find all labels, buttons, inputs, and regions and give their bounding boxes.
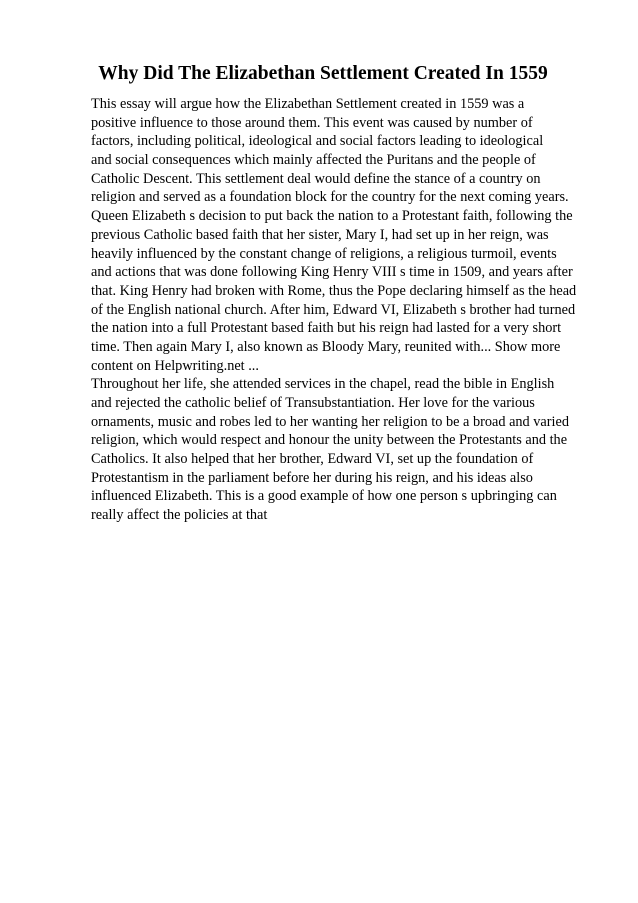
text-line: ornaments, music and robes led to her wanting her religion to be a broad and varied <box>91 413 570 430</box>
text-line: time. Then again Mary I, also known as Bloody Mary, reunited with... Show more <box>91 338 561 355</box>
text-line: previous Catholic based faith that her sister, Mary I, had set up in her reign, was <box>91 226 549 243</box>
text-line: Catholics. It also helped that her brother, Edward VI, set up the foundation of <box>91 451 534 468</box>
text-line: of the English national church. After him, Edward VI, Elizabeth s brother had turned <box>91 301 576 318</box>
text-line: influenced Elizabeth. This is a good example of how one person s upbringing can <box>91 488 557 505</box>
text-line: that. King Henry had broken with Rome, thus the Pope declaring himself as the head <box>91 282 577 299</box>
text-line: and actions that was done following King Henry VIII s time in 1509, and years after <box>91 264 573 281</box>
text-line: factors, including political, ideological and social factors leading to ideological <box>91 133 544 150</box>
text-line: religion and served as a foundation block for the country for the next coming years. <box>91 189 569 206</box>
page-title: Why Did The Elizabethan Settlement Created In 1559 <box>98 63 548 84</box>
text-line: really affect the policies at that <box>91 507 268 524</box>
essay-body <box>91 95 611 525</box>
text-line: the nation into a full Protestant based faith but his reign had lasted for a very short <box>91 320 562 337</box>
text-line: positive influence to those around them. This event was caused by number of <box>91 114 533 131</box>
text-line: content on Helpwriting.net ... <box>91 357 259 374</box>
text-line: and rejected the catholic belief of Transubstantiation. Her love for the various <box>91 395 535 411</box>
text-line: heavily influenced by the constant change of religions, a religious turmoil, events <box>91 245 557 262</box>
text-line: Catholic Descent. This settlement deal would define the stance of a country on <box>91 170 541 187</box>
text-line: Protestantism in the parliament before her during his reign, and his ideas also <box>91 469 533 486</box>
text-line: and social consequences which mainly affected the Puritans and the people of <box>91 152 536 169</box>
text-line: Queen Elizabeth s decision to put back the nation to a Protestant faith, following the <box>91 208 573 225</box>
text-line: religion, which would respect and honour the unity between the Protestants and the <box>91 432 568 449</box>
text-line: Throughout her life, she attended services in the chapel, read the bible in English <box>91 376 555 393</box>
text-line: This essay will argue how the Elizabethan Settlement created in 1559 was a <box>91 96 525 112</box>
